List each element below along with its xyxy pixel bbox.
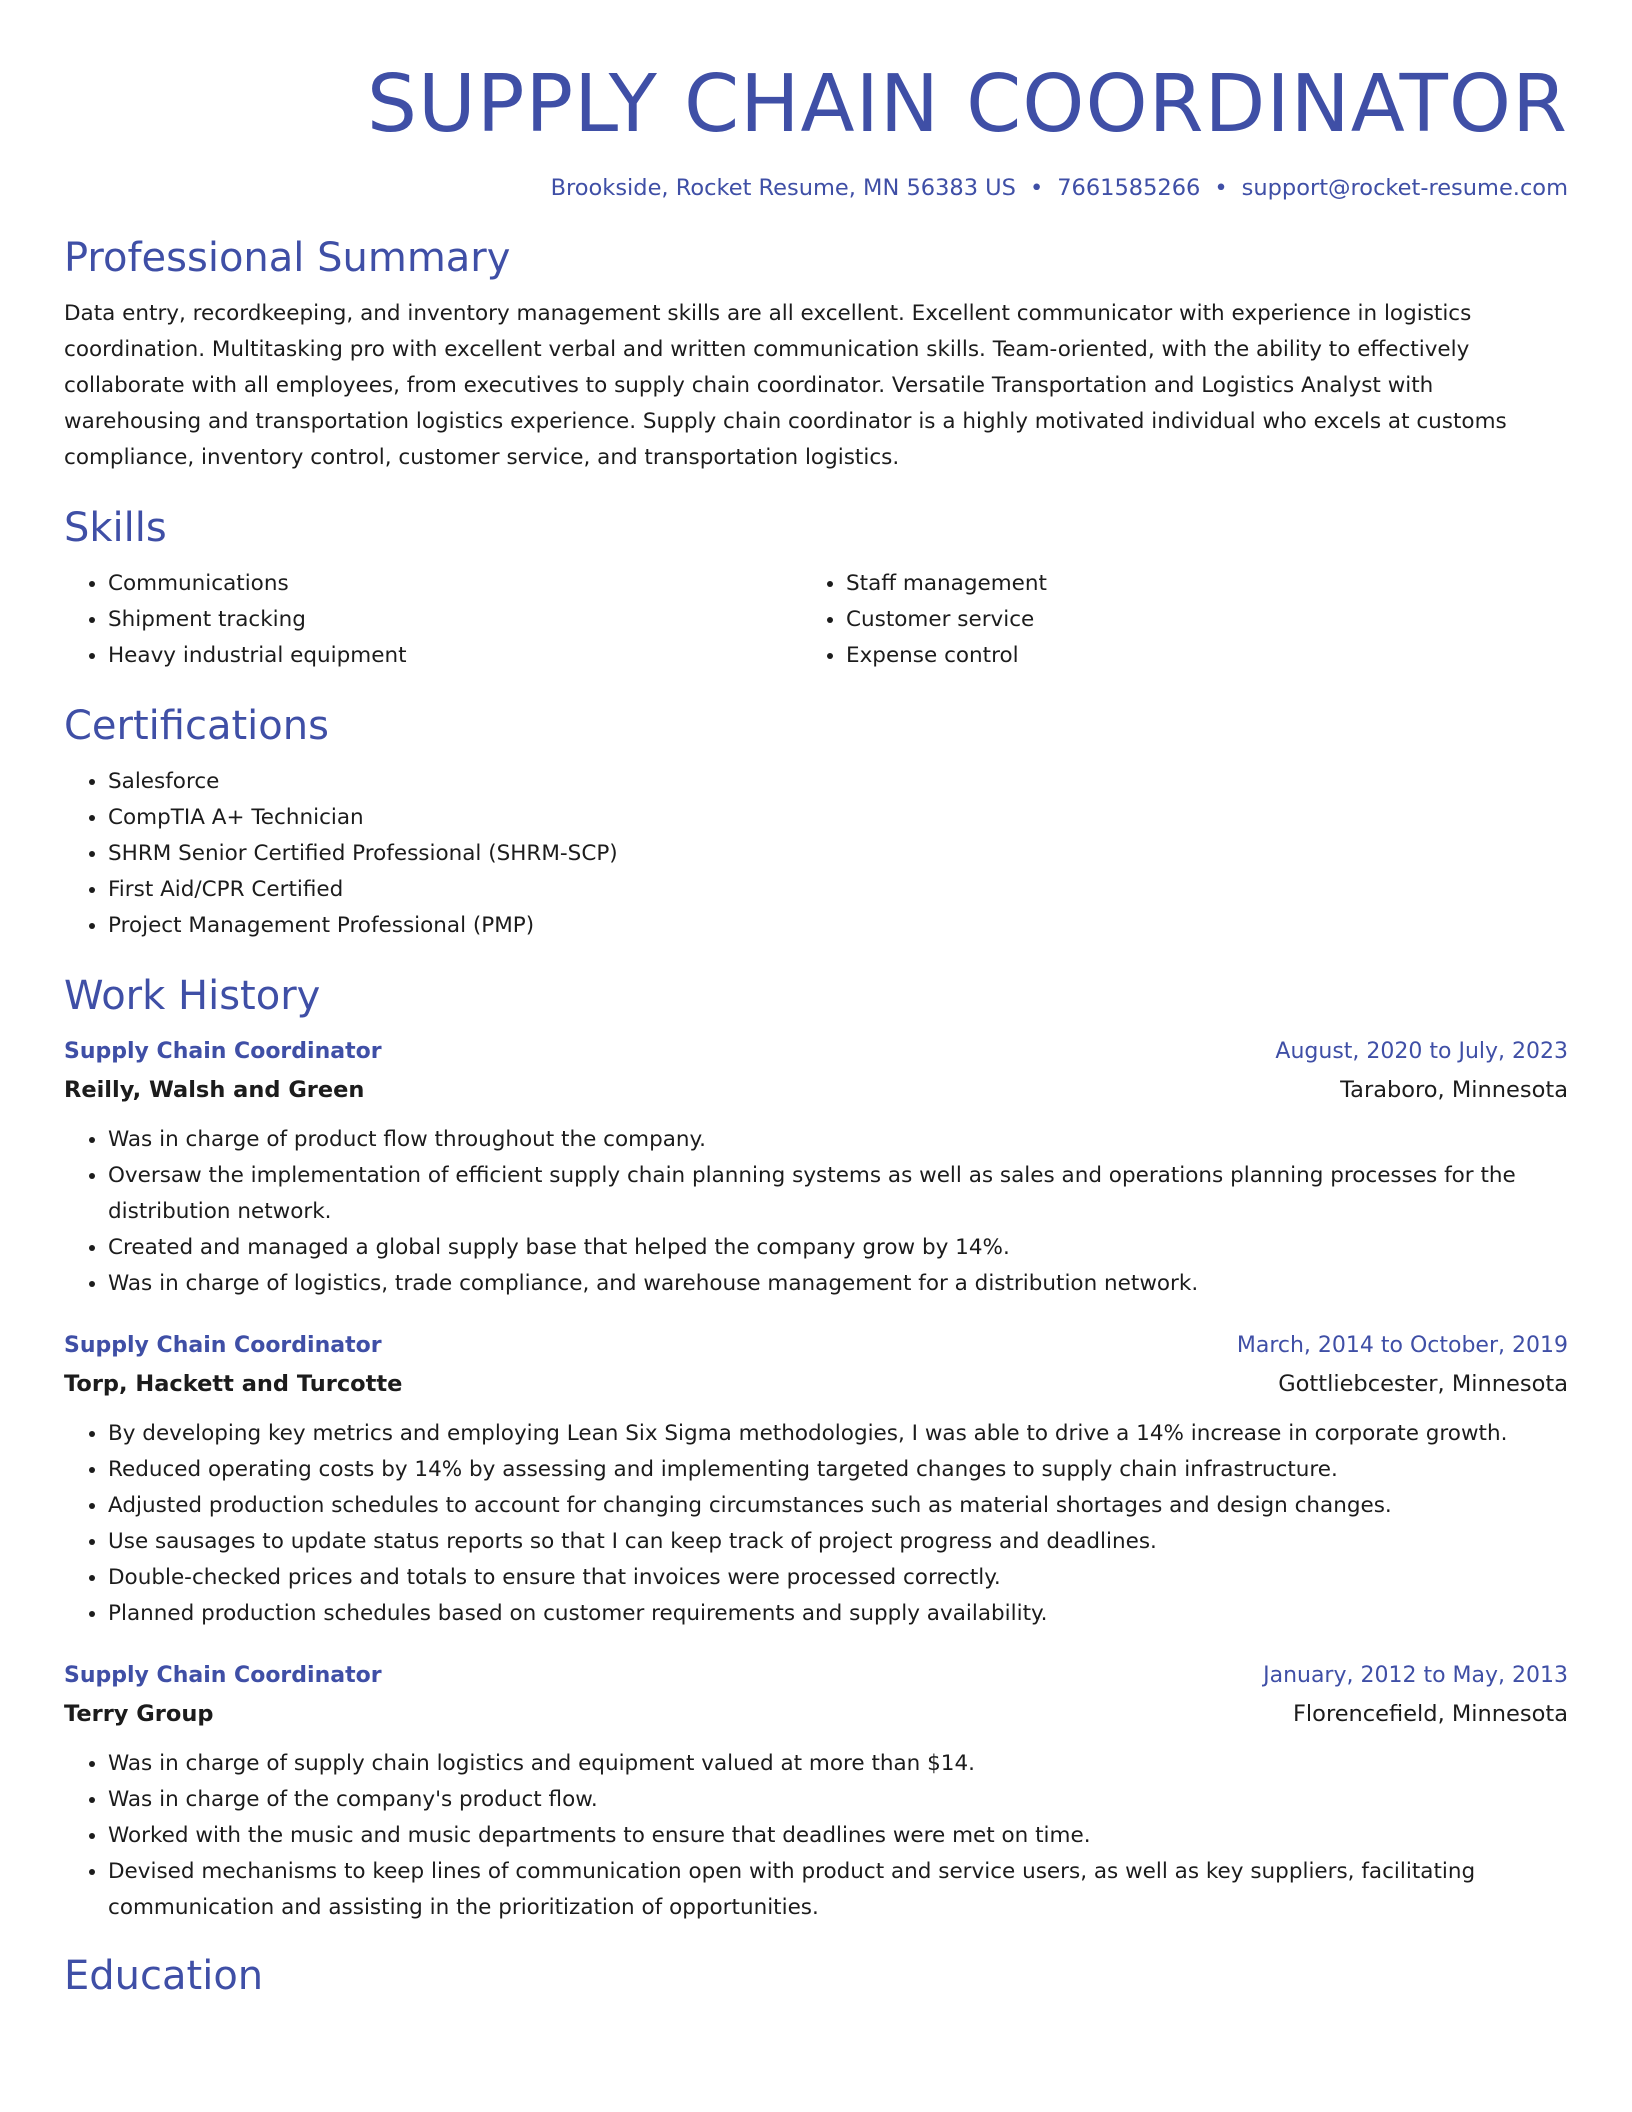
summary-text: Data entry, recordkeeping, and inventory management skills are all excellent. Excellent communicator with experience in logistics coordination. Multitasking pro with excellent verbal and written communication skills. Team-oriented, with the ability to effectively collaborate with all employees, from executives to supply chain coordinator. Versatile Transportation and Logistics Analyst with warehousing and transportation logistics experience. Supply chain coordinator is a highly motivated individual who excels at customs compliance, inventory control, customer service, and transportation logistics. xyxy=(64,301,1507,470)
skills-column-left xyxy=(64,566,802,674)
job-entry xyxy=(64,1328,1568,1632)
job-duty: • Adjusted production schedules to account for changing circumstances such as material shortages and design changes. xyxy=(108,1488,1568,1524)
skills-list xyxy=(64,566,1568,674)
contact-phone: 7661585266 xyxy=(1057,175,1201,201)
job-duties xyxy=(64,1746,1568,1926)
job-duty: • Reduced operating costs by 14% by assessing and implementing targeted changes to supply chain infrastructure. xyxy=(108,1452,1568,1488)
section-title-skills: Skills xyxy=(64,505,167,551)
job-dates: March, 2014 to October, 2019 xyxy=(1236,1333,1568,1358)
resume-title: SUPPLY CHAIN COORDINATOR xyxy=(366,58,1568,150)
job-duties xyxy=(64,1416,1568,1632)
skill-item: • Heavy industrial equipment xyxy=(108,638,802,674)
job-duty: • Double-checked prices and totals to ensure that invoices were processed correctly. xyxy=(108,1560,1568,1596)
certification-item: • CompTIA A+ Technician xyxy=(108,800,1568,836)
job-duty: • Created and managed a global supply base that helped the company grow by 14%. xyxy=(108,1230,1568,1266)
section-title-certifications: Certifications xyxy=(64,703,329,749)
job-company: Torp, Hackett and Turcotte xyxy=(64,1371,403,1397)
job-duty: • Planned production schedules based on customer requirements and supply availability. xyxy=(108,1596,1568,1632)
job-duty: • Was in charge of the company's product flow. xyxy=(108,1782,1568,1818)
job-duty: • Oversaw the implementation of efficient supply chain planning systems as well as sales and operations planning processes for the distribution network. xyxy=(108,1158,1568,1230)
job-dates: January, 2012 to May, 2013 xyxy=(1263,1663,1568,1688)
contact-line xyxy=(64,172,1568,204)
job-duty: • Was in charge of logistics, trade compliance, and warehouse management for a distribution network. xyxy=(108,1266,1568,1302)
job-company: Terry Group xyxy=(64,1701,214,1727)
certification-item: • First Aid/CPR Certified xyxy=(108,872,1568,908)
section-title-work-history: Work History xyxy=(64,973,321,1019)
job-entry xyxy=(64,1034,1568,1302)
job-location: Gottliebcester, Minnesota xyxy=(1278,1371,1568,1397)
job-duty: • By developing key metrics and employing Lean Six Sigma methodologies, I was able to drive a 14% increase in corporate growth. xyxy=(108,1416,1568,1452)
contact-address: Brookside, Rocket Resume, MN 56383 US xyxy=(550,175,1016,201)
job-title: Supply Chain Coordinator xyxy=(64,1663,382,1688)
job-entry xyxy=(64,1658,1568,1926)
job-location: Florencefield, Minnesota xyxy=(1292,1701,1568,1727)
section-title-summary: Professional Summary xyxy=(64,235,511,281)
skill-item: • Shipment tracking xyxy=(108,602,802,638)
certification-item: • SHRM Senior Certified Professional (SHRM-SCP) xyxy=(108,836,1568,872)
skill-item: • Customer service xyxy=(846,602,1568,638)
certification-item: • Project Management Professional (PMP) xyxy=(108,908,1568,944)
job-dates: August, 2020 to July, 2023 xyxy=(1275,1039,1568,1064)
certifications-list xyxy=(64,764,1568,944)
job-duty: • Use sausages to update status reports so that I can keep track of project progress and deadlines. xyxy=(108,1524,1568,1560)
skills-column-right xyxy=(802,566,1568,674)
job-duty: • Devised mechanisms to keep lines of communication open with product and service users, as well as key suppliers, facilitating communication and assisting in the prioritization of opportunities. xyxy=(108,1854,1568,1926)
job-duties xyxy=(64,1122,1568,1302)
job-duty: • Was in charge of supply chain logistics and equipment valued at more than $14. xyxy=(108,1746,1568,1782)
contact-separator: • xyxy=(1214,175,1228,201)
skill-item: • Communications xyxy=(108,566,802,602)
contact-email[interactable]: support@rocket-resume.com xyxy=(1241,175,1568,201)
job-title: Supply Chain Coordinator xyxy=(64,1039,382,1064)
skill-item: • Staff management xyxy=(846,566,1568,602)
certification-item: • Salesforce xyxy=(108,764,1568,800)
job-duty: • Worked with the music and music departments to ensure that deadlines were met on time. xyxy=(108,1818,1568,1854)
contact-separator: • xyxy=(1029,175,1044,201)
job-title: Supply Chain Coordinator xyxy=(64,1333,382,1358)
job-company: Reilly, Walsh and Green xyxy=(64,1077,365,1103)
job-duty: • Was in charge of product flow throughout the company. xyxy=(108,1122,1568,1158)
job-location: Taraboro, Minnesota xyxy=(1340,1077,1568,1103)
section-title-education: Education xyxy=(64,1953,264,1999)
skill-item: • Expense control xyxy=(846,638,1568,674)
